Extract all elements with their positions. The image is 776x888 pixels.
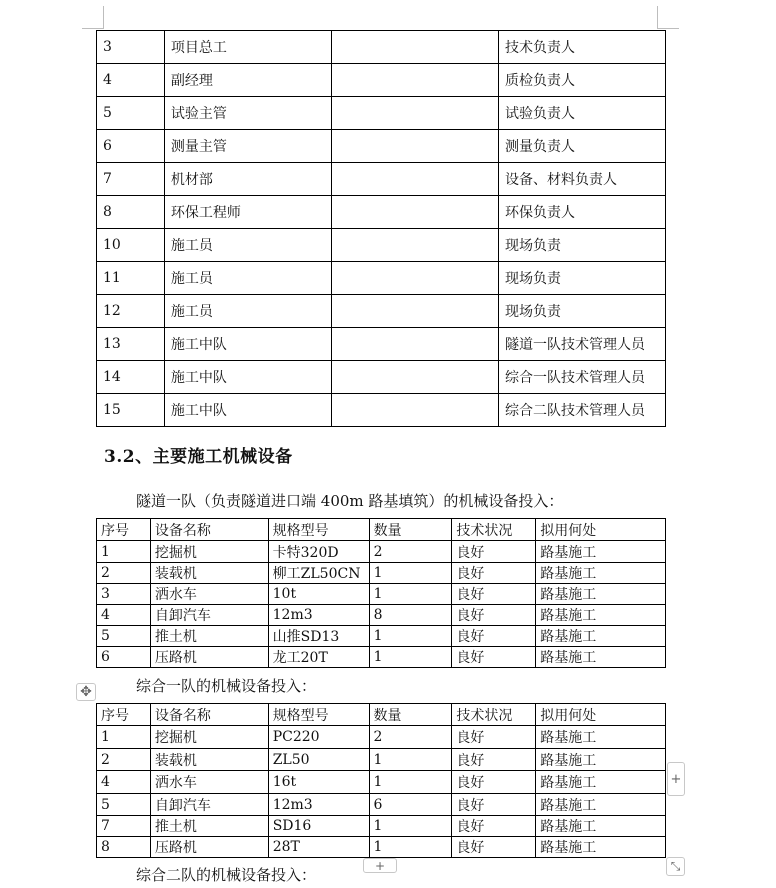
equipment-row [97, 647, 666, 668]
equipment-header-cell[interactable]: 技术状况 [452, 519, 536, 541]
staff-name-cell[interactable] [331, 97, 498, 130]
equipment-header-cell[interactable]: 设备名称 [150, 704, 268, 726]
equipment-cell[interactable]: 8 [369, 605, 452, 626]
equipment-row [97, 726, 666, 749]
staff-number-cell[interactable]: 13 [97, 328, 165, 361]
equipment-cell[interactable]: 2 [369, 541, 452, 563]
staff-duty-cell[interactable]: 现场负责 [499, 295, 666, 328]
equipment-cell[interactable]: 装载机 [150, 563, 268, 584]
equipment-row [97, 541, 666, 563]
equipment-cell[interactable]: 良好 [452, 584, 536, 605]
staff-duty-cell[interactable]: 试验负责人 [499, 97, 666, 130]
equipment-header-cell[interactable]: 拟用何处 [536, 704, 666, 726]
staff-number-cell[interactable]: 3 [97, 31, 165, 64]
staff-name-cell[interactable] [331, 130, 498, 163]
equipment-cell[interactable]: 自卸汽车 [150, 605, 268, 626]
equipment-row [97, 794, 666, 816]
staff-row [97, 361, 666, 394]
equipment-cell[interactable]: 1 [97, 541, 151, 563]
equipment-cell[interactable]: 12m3 [268, 794, 369, 816]
equipment-cell[interactable]: 28T [268, 837, 369, 858]
equipment-cell[interactable]: 4 [97, 771, 151, 794]
staff-number-cell[interactable]: 5 [97, 97, 165, 130]
equipment-cell[interactable]: 2 [369, 726, 452, 749]
equipment-cell[interactable]: 路基施工 [536, 605, 666, 626]
equipment-cell[interactable]: 柳工ZL50CN [268, 563, 369, 584]
staff-number-cell[interactable]: 4 [97, 64, 165, 97]
staff-row [97, 31, 666, 64]
staff-role-cell[interactable]: 施工中队 [164, 394, 331, 427]
staff-row [97, 394, 666, 427]
staff-role-cell[interactable]: 施工员 [164, 262, 331, 295]
section-heading: 3.2、主要施工机械设备 [104, 447, 293, 467]
team1-intro: 隧道一队（负责隧道进口端 400m 路基填筑）的机械设备投入： [136, 492, 564, 510]
equipment-cell[interactable]: 路基施工 [536, 726, 666, 749]
staff-row [97, 130, 666, 163]
equipment-cell[interactable]: 1 [369, 563, 452, 584]
equipment-header-cell[interactable]: 拟用何处 [536, 519, 666, 541]
staff-role-cell[interactable]: 施工员 [164, 229, 331, 262]
staff-number-cell[interactable]: 15 [97, 394, 165, 427]
staff-row [97, 97, 666, 130]
staff-number-cell[interactable]: 14 [97, 361, 165, 394]
table-move-handle[interactable]: ✥ [76, 683, 96, 701]
equipment-cell[interactable]: 良好 [452, 647, 536, 668]
staff-name-cell[interactable] [331, 196, 498, 229]
equipment-cell[interactable]: 良好 [452, 541, 536, 563]
equipment-header-cell[interactable]: 技术状况 [452, 704, 536, 726]
equipment-header-row [97, 519, 666, 541]
equipment-cell[interactable]: PC220 [268, 726, 369, 749]
equipment-row [97, 749, 666, 771]
equipment-cell[interactable]: ZL50 [268, 749, 369, 771]
equipment-cell[interactable]: 路基施工 [536, 771, 666, 794]
crop-mark-right [657, 6, 658, 28]
team3-intro: 综合二队的机械设备投入： [136, 866, 317, 884]
staff-row [97, 295, 666, 328]
staff-duty-cell[interactable]: 综合二队技术管理人员 [499, 394, 666, 427]
equipment-cell[interactable]: 5 [97, 626, 151, 647]
staff-duty-cell[interactable]: 技术负责人 [499, 31, 666, 64]
staff-duty-cell[interactable]: 质检负责人 [499, 64, 666, 97]
equipment-row [97, 626, 666, 647]
crop-mark-left-h [82, 28, 104, 29]
staff-role-cell[interactable]: 试验主管 [164, 97, 331, 130]
staff-row [97, 196, 666, 229]
staff-role-cell[interactable]: 测量主管 [164, 130, 331, 163]
equipment-cell[interactable]: 6 [97, 647, 151, 668]
equipment-cell[interactable]: 1 [369, 647, 452, 668]
staff-name-cell[interactable] [331, 229, 498, 262]
equipment-cell[interactable]: 1 [369, 749, 452, 771]
equipment-row [97, 816, 666, 837]
equipment-cell[interactable]: 4 [97, 605, 151, 626]
staff-number-cell[interactable]: 8 [97, 196, 165, 229]
staff-number-cell[interactable]: 11 [97, 262, 165, 295]
staff-duty-cell[interactable]: 环保负责人 [499, 196, 666, 229]
equipment-cell[interactable]: 卡特320D [268, 541, 369, 563]
equipment-cell[interactable]: 2 [97, 563, 151, 584]
staff-number-cell[interactable]: 6 [97, 130, 165, 163]
staff-number-cell[interactable]: 12 [97, 295, 165, 328]
equipment-cell[interactable]: 8 [97, 837, 151, 858]
staff-name-cell[interactable] [331, 361, 498, 394]
staff-duty-cell[interactable]: 现场负责 [499, 229, 666, 262]
equipment-cell[interactable]: 路基施工 [536, 794, 666, 816]
staff-role-cell[interactable]: 环保工程师 [164, 196, 331, 229]
equipment-cell[interactable]: 良好 [452, 749, 536, 771]
equipment-cell[interactable]: 良好 [452, 726, 536, 749]
equipment-cell[interactable]: 1 [97, 726, 151, 749]
equipment-cell[interactable]: 路基施工 [536, 584, 666, 605]
equipment-cell[interactable]: 山推SD13 [268, 626, 369, 647]
equipment-cell[interactable]: 龙工20T [268, 647, 369, 668]
crop-mark-right-h [657, 28, 679, 29]
equipment-cell[interactable]: 5 [97, 794, 151, 816]
equipment-cell[interactable]: 洒水车 [150, 771, 268, 794]
equipment-cell[interactable]: 1 [369, 771, 452, 794]
staff-name-cell[interactable] [331, 328, 498, 361]
equipment-header-cell[interactable]: 序号 [97, 704, 151, 726]
equipment-cell[interactable]: 推土机 [150, 816, 268, 837]
equipment-cell[interactable]: 6 [369, 794, 452, 816]
equipment-cell[interactable]: 良好 [452, 794, 536, 816]
equipment-cell[interactable]: 良好 [452, 605, 536, 626]
staff-name-cell[interactable] [331, 64, 498, 97]
equipment-cell[interactable]: 良好 [452, 837, 536, 858]
equipment-cell[interactable]: 路基施工 [536, 749, 666, 771]
staff-role-cell[interactable]: 副经理 [164, 64, 331, 97]
equipment-table-team2 [96, 703, 666, 858]
staff-duty-cell[interactable]: 综合一队技术管理人员 [499, 361, 666, 394]
equipment-cell[interactable]: 10t [268, 584, 369, 605]
equipment-cell[interactable]: 2 [97, 749, 151, 771]
equipment-cell[interactable]: 12m3 [268, 605, 369, 626]
crop-mark-left [103, 6, 104, 28]
add-column-button[interactable]: + [667, 762, 685, 796]
staff-duty-cell[interactable]: 隧道一队技术管理人员 [499, 328, 666, 361]
staff-row [97, 229, 666, 262]
equipment-cell[interactable]: 路基施工 [536, 541, 666, 563]
equipment-cell[interactable]: 7 [97, 816, 151, 837]
staff-name-cell[interactable] [331, 295, 498, 328]
staff-number-cell[interactable]: 7 [97, 163, 165, 196]
equipment-cell[interactable]: 1 [369, 584, 452, 605]
equipment-cell[interactable]: 压路机 [150, 837, 268, 858]
staff-duty-cell[interactable]: 测量负责人 [499, 130, 666, 163]
staff-row [97, 163, 666, 196]
staff-duty-cell[interactable]: 现场负责 [499, 262, 666, 295]
staff-name-cell[interactable] [331, 394, 498, 427]
equipment-row [97, 837, 666, 858]
equipment-cell[interactable]: 良好 [452, 771, 536, 794]
equipment-header-cell[interactable]: 设备名称 [150, 519, 268, 541]
equipment-cell[interactable]: 洒水车 [150, 584, 268, 605]
staff-duty-cell[interactable]: 设备、材料负责人 [499, 163, 666, 196]
table-resize-handle[interactable]: ⤡ [666, 857, 685, 876]
staff-row [97, 328, 666, 361]
equipment-cell[interactable]: 良好 [452, 816, 536, 837]
staff-name-cell[interactable] [331, 31, 498, 64]
staff-role-cell[interactable]: 施工员 [164, 295, 331, 328]
equipment-cell[interactable]: 装载机 [150, 749, 268, 771]
equipment-cell[interactable]: 路基施工 [536, 647, 666, 668]
staff-name-cell[interactable] [331, 163, 498, 196]
equipment-cell[interactable]: 推土机 [150, 626, 268, 647]
equipment-row [97, 771, 666, 794]
equipment-row [97, 584, 666, 605]
staff-row [97, 262, 666, 295]
staff-name-cell[interactable] [331, 262, 498, 295]
equipment-cell[interactable]: 挖掘机 [150, 726, 268, 749]
equipment-cell[interactable]: 路基施工 [536, 837, 666, 858]
equipment-cell[interactable]: 3 [97, 584, 151, 605]
equipment-cell[interactable]: 良好 [452, 626, 536, 647]
team2-intro: 综合一队的机械设备投入： [136, 677, 317, 695]
equipment-header-cell[interactable]: 数量 [369, 704, 452, 726]
equipment-cell[interactable]: 16t [268, 771, 369, 794]
equipment-header-cell[interactable]: 规格型号 [268, 519, 369, 541]
equipment-table-team1 [96, 518, 666, 668]
equipment-row [97, 605, 666, 626]
equipment-cell[interactable]: 挖掘机 [150, 541, 268, 563]
equipment-header-cell[interactable]: 序号 [97, 519, 151, 541]
equipment-cell[interactable]: 1 [369, 837, 452, 858]
staff-role-cell[interactable]: 施工中队 [164, 361, 331, 394]
staff-row [97, 64, 666, 97]
add-row-button[interactable]: + [363, 858, 397, 873]
staff-table [96, 30, 666, 427]
equipment-cell[interactable]: 路基施工 [536, 563, 666, 584]
equipment-header-cell[interactable]: 数量 [369, 519, 452, 541]
equipment-header-row [97, 704, 666, 726]
staff-role-cell[interactable]: 施工中队 [164, 328, 331, 361]
equipment-header-cell[interactable]: 规格型号 [268, 704, 369, 726]
equipment-cell[interactable]: 路基施工 [536, 626, 666, 647]
equipment-row [97, 563, 666, 584]
equipment-cell[interactable]: 1 [369, 626, 452, 647]
equipment-cell[interactable]: 路基施工 [536, 816, 666, 837]
staff-role-cell[interactable]: 机材部 [164, 163, 331, 196]
equipment-cell[interactable]: 压路机 [150, 647, 268, 668]
staff-role-cell[interactable]: 项目总工 [164, 31, 331, 64]
equipment-cell[interactable]: 自卸汽车 [150, 794, 268, 816]
equipment-cell[interactable]: 1 [369, 816, 452, 837]
equipment-cell[interactable]: 良好 [452, 563, 536, 584]
staff-number-cell[interactable]: 10 [97, 229, 165, 262]
equipment-cell[interactable]: SD16 [268, 816, 369, 837]
